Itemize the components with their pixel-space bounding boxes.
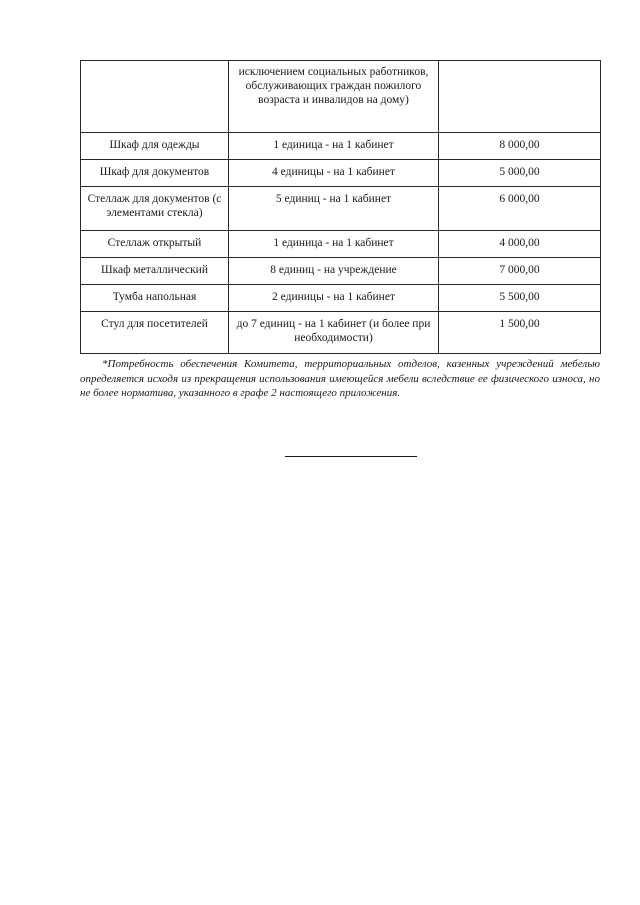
cell-norm: 4 единицы - на 1 кабинет [229,160,439,187]
cell-price: 5 000,00 [439,160,601,187]
table-row [81,312,601,354]
cell-name: Шкаф для одежды [81,133,229,160]
cell-price: 4 000,00 [439,231,601,258]
cell-name: Шкаф металлический [81,258,229,285]
cell-price: 8 000,00 [439,133,601,160]
cell-norm: 1 единица - на 1 кабинет [229,133,439,160]
cell-price [439,61,601,133]
cell-name: Шкаф для документов [81,160,229,187]
cell-norm: 1 единица - на 1 кабинет [229,231,439,258]
cell-price: 5 500,00 [439,285,601,312]
cell-price: 6 000,00 [439,187,601,231]
table-row [81,258,601,285]
cell-price: 1 500,00 [439,312,601,354]
footnote: *Потребность обеспечения Комитета, территориальных отделов, казенных учреждений мебелью определяется исходя из прекращения использования имеющейся мебели вследствие ее физического износа, но не более норматива, указанного в графе 2 настоящего приложения. [80,358,600,399]
cell-name: Стул для посетителей [81,312,229,354]
cell-name: Тумба напольная [81,285,229,312]
table-row [81,160,601,187]
end-divider-line [285,456,417,457]
table-row-continued [81,61,601,133]
table-row [81,231,601,258]
cell-norm: 5 единиц - на 1 кабинет [229,187,439,231]
cell-price: 7 000,00 [439,258,601,285]
furniture-norms-table [80,60,601,354]
cell-name: Стеллаж для документов (с элементами стекла) [81,187,229,231]
table-row [81,187,601,231]
table-row [81,133,601,160]
table-row [81,285,601,312]
cell-norm: 8 единиц - на учреждение [229,258,439,285]
cell-name: Стеллаж открытый [81,231,229,258]
cell-norm: исключением социальных работников, обслуживающих граждан пожилого возраста и инвалидов на дому) [229,61,439,133]
cell-norm: до 7 единиц - на 1 кабинет (и более при необходимости) [229,312,439,354]
cell-norm: 2 единицы - на 1 кабинет [229,285,439,312]
cell-name [81,61,229,133]
